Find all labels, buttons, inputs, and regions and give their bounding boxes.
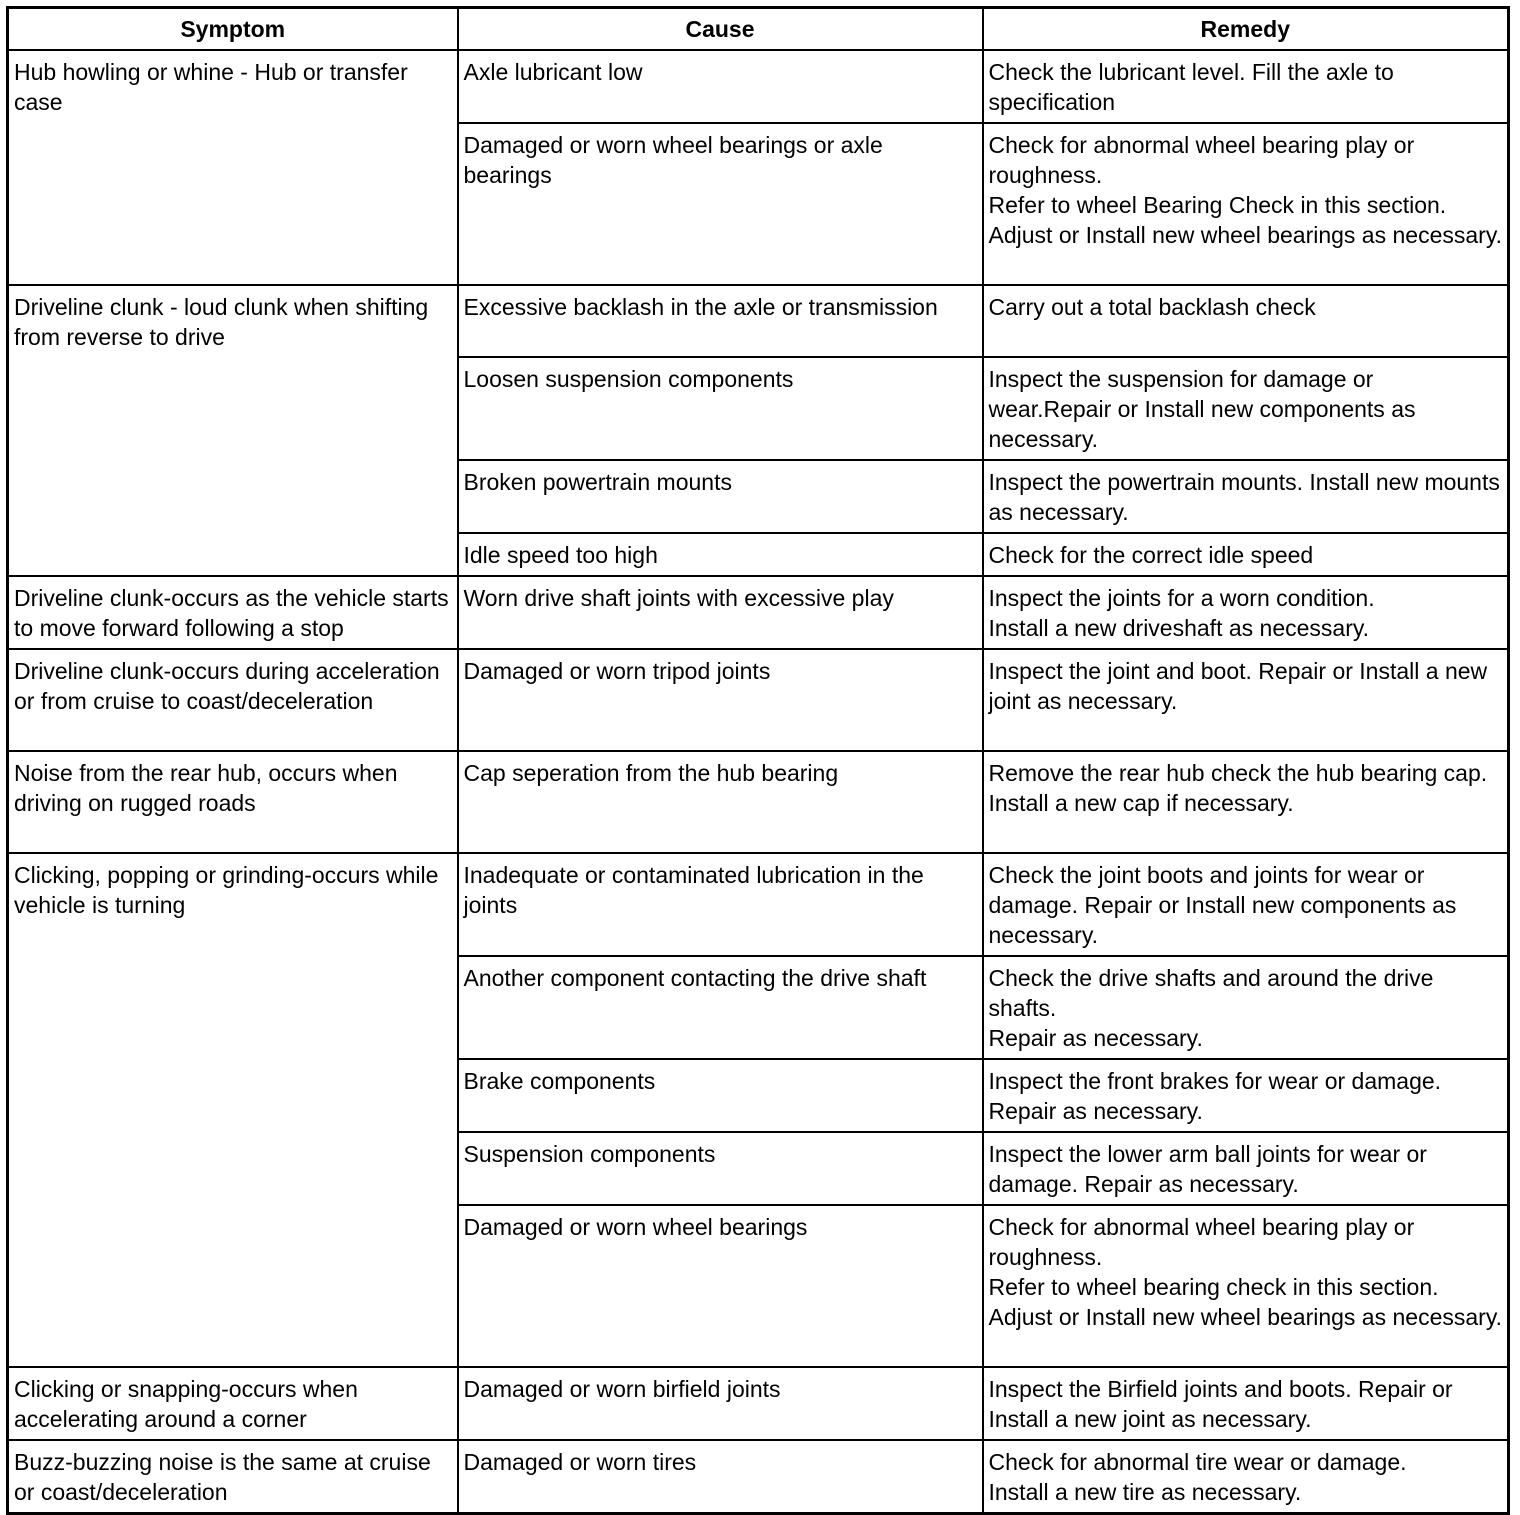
table-row (8, 50, 1509, 123)
symptom-cell: Driveline clunk-occurs during acceleration or from cruise to coast/deceleration (8, 649, 458, 751)
cause-cell: Cap seperation from the hub bearing (458, 751, 983, 853)
diagnosis-table (6, 6, 1510, 1515)
cause-cell: Another component contacting the drive shaft (458, 956, 983, 1059)
remedy-cell: Check the joint boots and joints for wear or damage. Repair or Install new components as necessary. (983, 853, 1509, 956)
remedy-cell: Inspect the suspension for damage or wear.Repair or Install new components as necessary. (983, 357, 1509, 460)
table-row (8, 576, 1509, 649)
remedy-cell: Check the drive shafts and around the drive shafts. Repair as necessary. (983, 956, 1509, 1059)
cause-cell: Inadequate or contaminated lubrication in the joints (458, 853, 983, 956)
symptom-cell: Noise from the rear hub, occurs when driving on rugged roads (8, 751, 458, 853)
cause-cell: Damaged or worn wheel bearings or axle bearings (458, 123, 983, 285)
remedy-cell: Check for the correct idle speed (983, 533, 1509, 576)
table-row (8, 1440, 1509, 1514)
cause-cell: Damaged or worn tripod joints (458, 649, 983, 751)
cause-cell: Damaged or worn birfield joints (458, 1367, 983, 1440)
cause-cell: Loosen suspension components (458, 357, 983, 460)
header-row (8, 8, 1509, 51)
cause-cell: Damaged or worn wheel bearings (458, 1205, 983, 1367)
symptom-cell: Clicking or snapping-occurs when accelerating around a corner (8, 1367, 458, 1440)
symptom-cell: Hub howling or whine - Hub or transfer case (8, 50, 458, 285)
remedy-cell: Remove the rear hub check the hub bearing cap. Install a new cap if necessary. (983, 751, 1509, 853)
cause-cell: Suspension components (458, 1132, 983, 1205)
header-remedy: Remedy (983, 8, 1509, 51)
header-cause: Cause (458, 8, 983, 51)
remedy-cell: Inspect the joint and boot. Repair or Install a new joint as necessary. (983, 649, 1509, 751)
remedy-cell: Check for abnormal wheel bearing play or roughness. Refer to wheel bearing check in this section. Adjust or Install new wheel bearings as necessary. (983, 1205, 1509, 1367)
table-row (8, 751, 1509, 853)
remedy-cell: Check for abnormal wheel bearing play or roughness. Refer to wheel Bearing Check in this section. Adjust or Install new wheel bearings as necessary. (983, 123, 1509, 285)
symptom-cell: Buzz-buzzing noise is the same at cruise or coast/deceleration (8, 1440, 458, 1514)
table-row (8, 1367, 1509, 1440)
symptom-cell: Clicking, popping or grinding-occurs while vehicle is turning (8, 853, 458, 1367)
remedy-cell: Inspect the joints for a worn condition. Install a new driveshaft as necessary. (983, 576, 1509, 649)
remedy-cell: Inspect the powertrain mounts. Install new mounts as necessary. (983, 460, 1509, 533)
cause-cell: Brake components (458, 1059, 983, 1132)
cause-cell: Worn drive shaft joints with excessive play (458, 576, 983, 649)
remedy-cell: Inspect the front brakes for wear or damage. Repair as necessary. (983, 1059, 1509, 1132)
table-row (8, 649, 1509, 751)
header-symptom: Symptom (8, 8, 458, 51)
table-row (8, 285, 1509, 357)
remedy-cell: Check the lubricant level. Fill the axle to specification (983, 50, 1509, 123)
remedy-cell: Check for abnormal tire wear or damage. Install a new tire as necessary. (983, 1440, 1509, 1514)
remedy-cell: Inspect the Birfield joints and boots. Repair or Install a new joint as necessary. (983, 1367, 1509, 1440)
remedy-cell: Carry out a total backlash check (983, 285, 1509, 357)
cause-cell: Broken powertrain mounts (458, 460, 983, 533)
remedy-cell: Inspect the lower arm ball joints for wear or damage. Repair as necessary. (983, 1132, 1509, 1205)
cause-cell: Idle speed too high (458, 533, 983, 576)
symptom-cell: Driveline clunk - loud clunk when shifting from reverse to drive (8, 285, 458, 576)
cause-cell: Damaged or worn tires (458, 1440, 983, 1514)
cause-cell: Axle lubricant low (458, 50, 983, 123)
symptom-cell: Driveline clunk-occurs as the vehicle starts to move forward following a stop (8, 576, 458, 649)
cause-cell: Excessive backlash in the axle or transmission (458, 285, 983, 357)
table-row (8, 853, 1509, 956)
